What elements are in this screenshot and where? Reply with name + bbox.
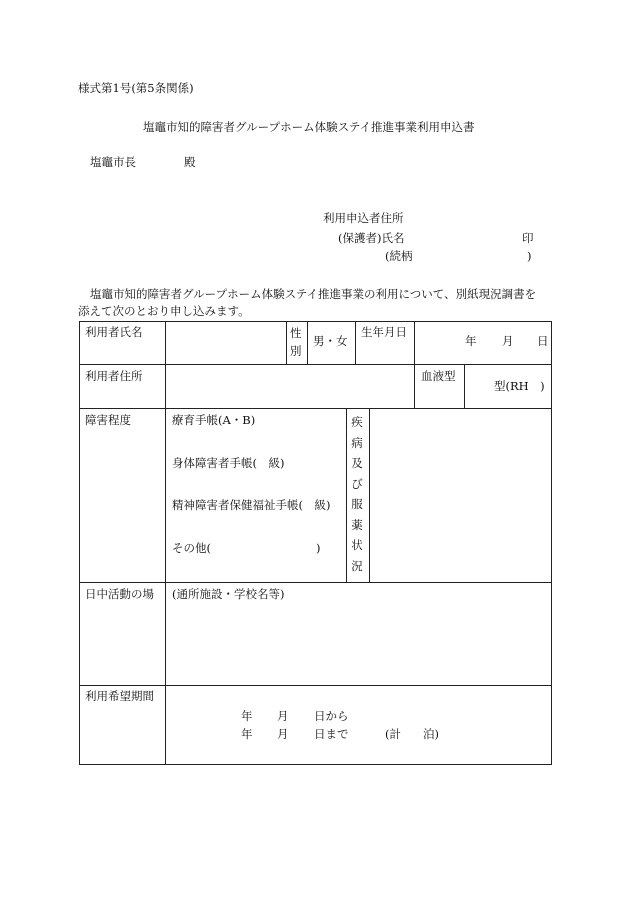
illness-char: び <box>351 476 363 491</box>
intro-line-1: 塩竈市知的障害者グループホーム体験ステイ推進事業の利用について、別紙現況調書を <box>90 287 537 301</box>
illness-char: 況 <box>351 558 363 573</box>
table-border-right <box>551 321 552 765</box>
usage-period-label: 利用希望期間 <box>85 689 154 703</box>
sex-col-right <box>307 321 308 364</box>
row-line-1 <box>79 364 552 365</box>
addressee: 塩竈市長 <box>90 155 136 169</box>
table-border-top <box>79 321 552 322</box>
table-border-bottom <box>79 764 552 765</box>
disability-item-mental: 精神障害者保健福祉手帳( 級) <box>172 498 331 512</box>
blood-type-label: 血液型 <box>421 369 456 383</box>
disability-other-close: ) <box>316 541 321 555</box>
illness-col-right <box>369 408 370 582</box>
period-to-month: 月 <box>277 727 289 741</box>
illness-char: 服 <box>351 497 363 511</box>
options-col-right <box>355 321 356 364</box>
blood-type-value: 型(RH ) <box>494 379 545 393</box>
period-from-year: 年 <box>241 709 253 723</box>
label-column-line <box>165 321 166 765</box>
illness-char: 疾 <box>351 415 363 429</box>
period-to-day: 日まで <box>314 727 349 741</box>
illness-char: 病 <box>351 435 363 450</box>
row-line-2 <box>79 408 552 409</box>
daytime-activity-hint: (通所施設・学校名等) <box>172 587 285 601</box>
honorific: 殿 <box>184 155 196 169</box>
disability-label: 障害程度 <box>85 413 131 427</box>
row-line-3 <box>79 582 552 583</box>
blood-col-right <box>464 364 465 408</box>
user-name-label: 利用者氏名 <box>85 325 143 339</box>
birth-year-unit: 年 <box>465 334 477 348</box>
applicant-address-label: 利用申込者住所 <box>323 211 404 225</box>
birth-day-unit: 日 <box>537 334 549 348</box>
blood-col-left <box>414 364 415 408</box>
sex-col-left <box>286 321 287 364</box>
birthdate-col-right <box>414 321 415 364</box>
illness-char: 及 <box>351 456 363 470</box>
disability-item-rehab: 療育手帳(A・B) <box>172 413 256 427</box>
user-address-label: 利用者住所 <box>85 369 143 383</box>
daytime-activity-label: 日中活動の場 <box>85 587 154 601</box>
table-border-left <box>79 321 80 765</box>
illness-char: 状 <box>351 538 363 552</box>
row-line-4 <box>79 685 552 686</box>
period-from-day: 日から <box>314 709 349 723</box>
birth-month-unit: 月 <box>502 334 514 348</box>
sex-label-bottom: 別 <box>290 344 302 358</box>
period-to-year: 年 <box>241 727 253 741</box>
sex-label-top: 性 <box>290 326 302 340</box>
period-total-nights: 泊) <box>423 727 439 741</box>
illness-medication-label <box>350 417 364 581</box>
seal-mark: 印 <box>522 231 534 245</box>
document-title: 塩竈市知的障害者グループホーム体験ステイ推進事業利用申込書 <box>143 120 475 134</box>
relation-close: ) <box>527 249 532 263</box>
illness-char: 薬 <box>351 517 363 532</box>
disability-item-other: その他( <box>172 541 211 555</box>
disability-item-physical: 身体障害者手帳( 級) <box>172 456 285 470</box>
applicant-name-label: (保護者)氏名 <box>338 231 405 245</box>
form-number: 様式第1号(第5条関係) <box>78 81 194 95</box>
relation-open: (続柄 <box>385 249 413 263</box>
period-total-open: (計 <box>385 727 401 741</box>
illness-col-left <box>346 408 347 582</box>
period-from-month: 月 <box>277 709 289 723</box>
birthdate-label: 生年月日 <box>361 325 407 339</box>
sex-options: 男・女 <box>313 334 348 348</box>
intro-line-2: 添えて次のとおり申し込みます。 <box>78 304 250 318</box>
